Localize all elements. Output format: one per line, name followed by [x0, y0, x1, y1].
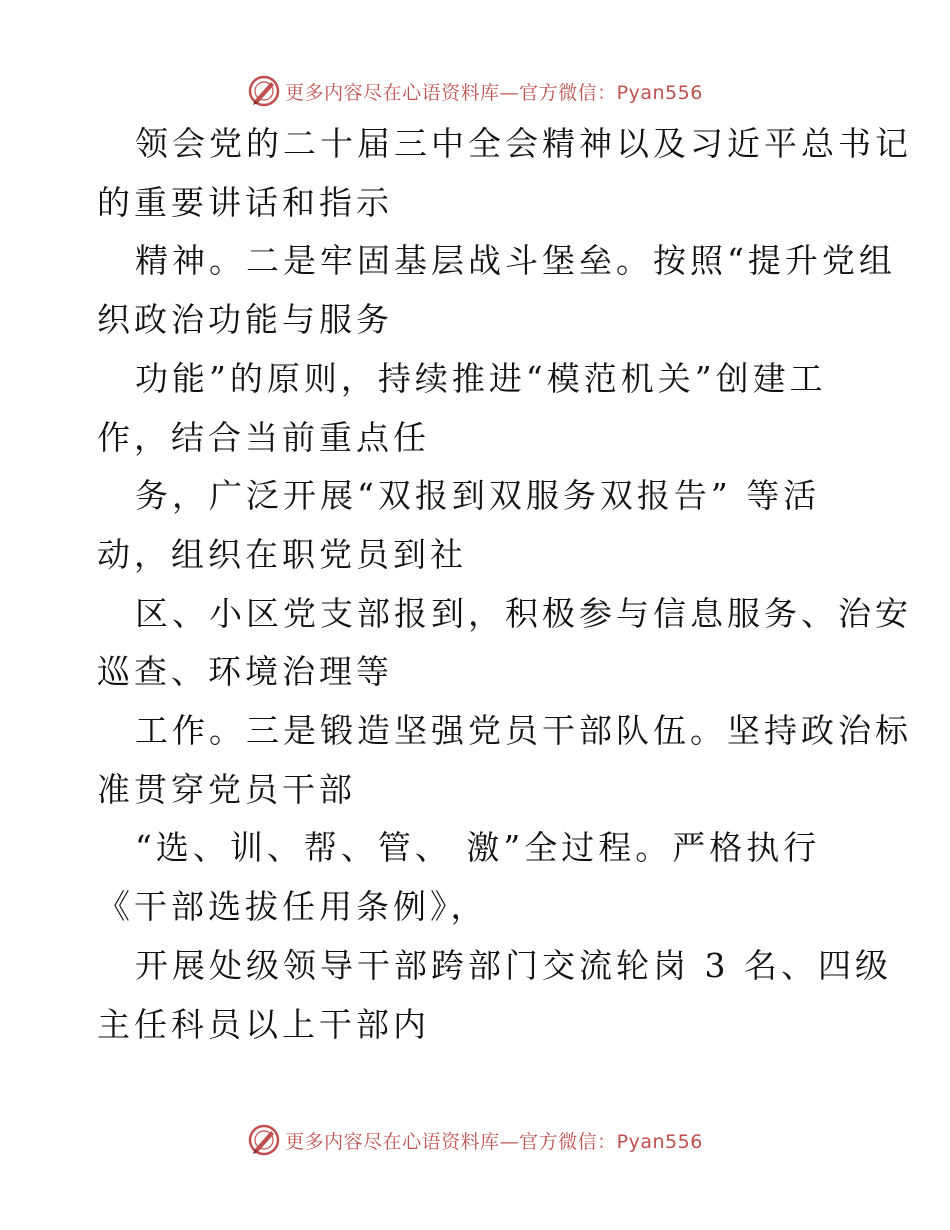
watermark-wechat-id: Pyan556: [616, 1130, 703, 1153]
body-line: 务，广泛开展“双报到双服务双报告” 等活: [135, 476, 821, 515]
watermark-label: 更多内容尽在心语资料库—官方微信：: [285, 1130, 617, 1153]
pen-logo-icon: [247, 1123, 281, 1157]
body-line: 功能”的原则，持续推进“模范机关”创建工: [135, 359, 827, 398]
watermark-text: [285, 1127, 703, 1154]
body-line: 动，组织在职党员到社: [97, 535, 467, 574]
body-line: “选、训、帮、管、 激”全过程。严格执行: [135, 828, 821, 867]
footer-watermark: [0, 1120, 950, 1160]
watermark-wechat-id: Pyan556: [616, 81, 703, 104]
body-line: 准贯穿党员干部: [97, 770, 356, 809]
body-line: 《干部选拔任用条例》，: [97, 887, 488, 926]
body-line: 工作。三是锻造坚强党员干部队伍。坚持政治标: [135, 711, 912, 750]
body-line: 精神。二是牢固基层战斗堡垒。按照“提升党组: [135, 241, 896, 280]
body-line: 作，结合当前重点任: [97, 418, 430, 457]
body-line: 织政治功能与服务: [97, 300, 393, 339]
body-line: 领会党的二十届三中全会精神以及习近平总书记: [135, 124, 912, 163]
body-line: 巡查、环境治理等: [97, 652, 393, 691]
watermark-label: 更多内容尽在心语资料库—官方微信：: [285, 81, 617, 104]
body-line: 主任科员以上干部内: [97, 1005, 430, 1044]
body-line: 的重要讲话和指示: [97, 183, 393, 222]
body-line: 区、小区党支部报到，积极参与信息服务、治安: [135, 594, 912, 633]
body-line: 开展处级领导干部跨部门交流轮岗 3 名、四级: [135, 946, 892, 985]
